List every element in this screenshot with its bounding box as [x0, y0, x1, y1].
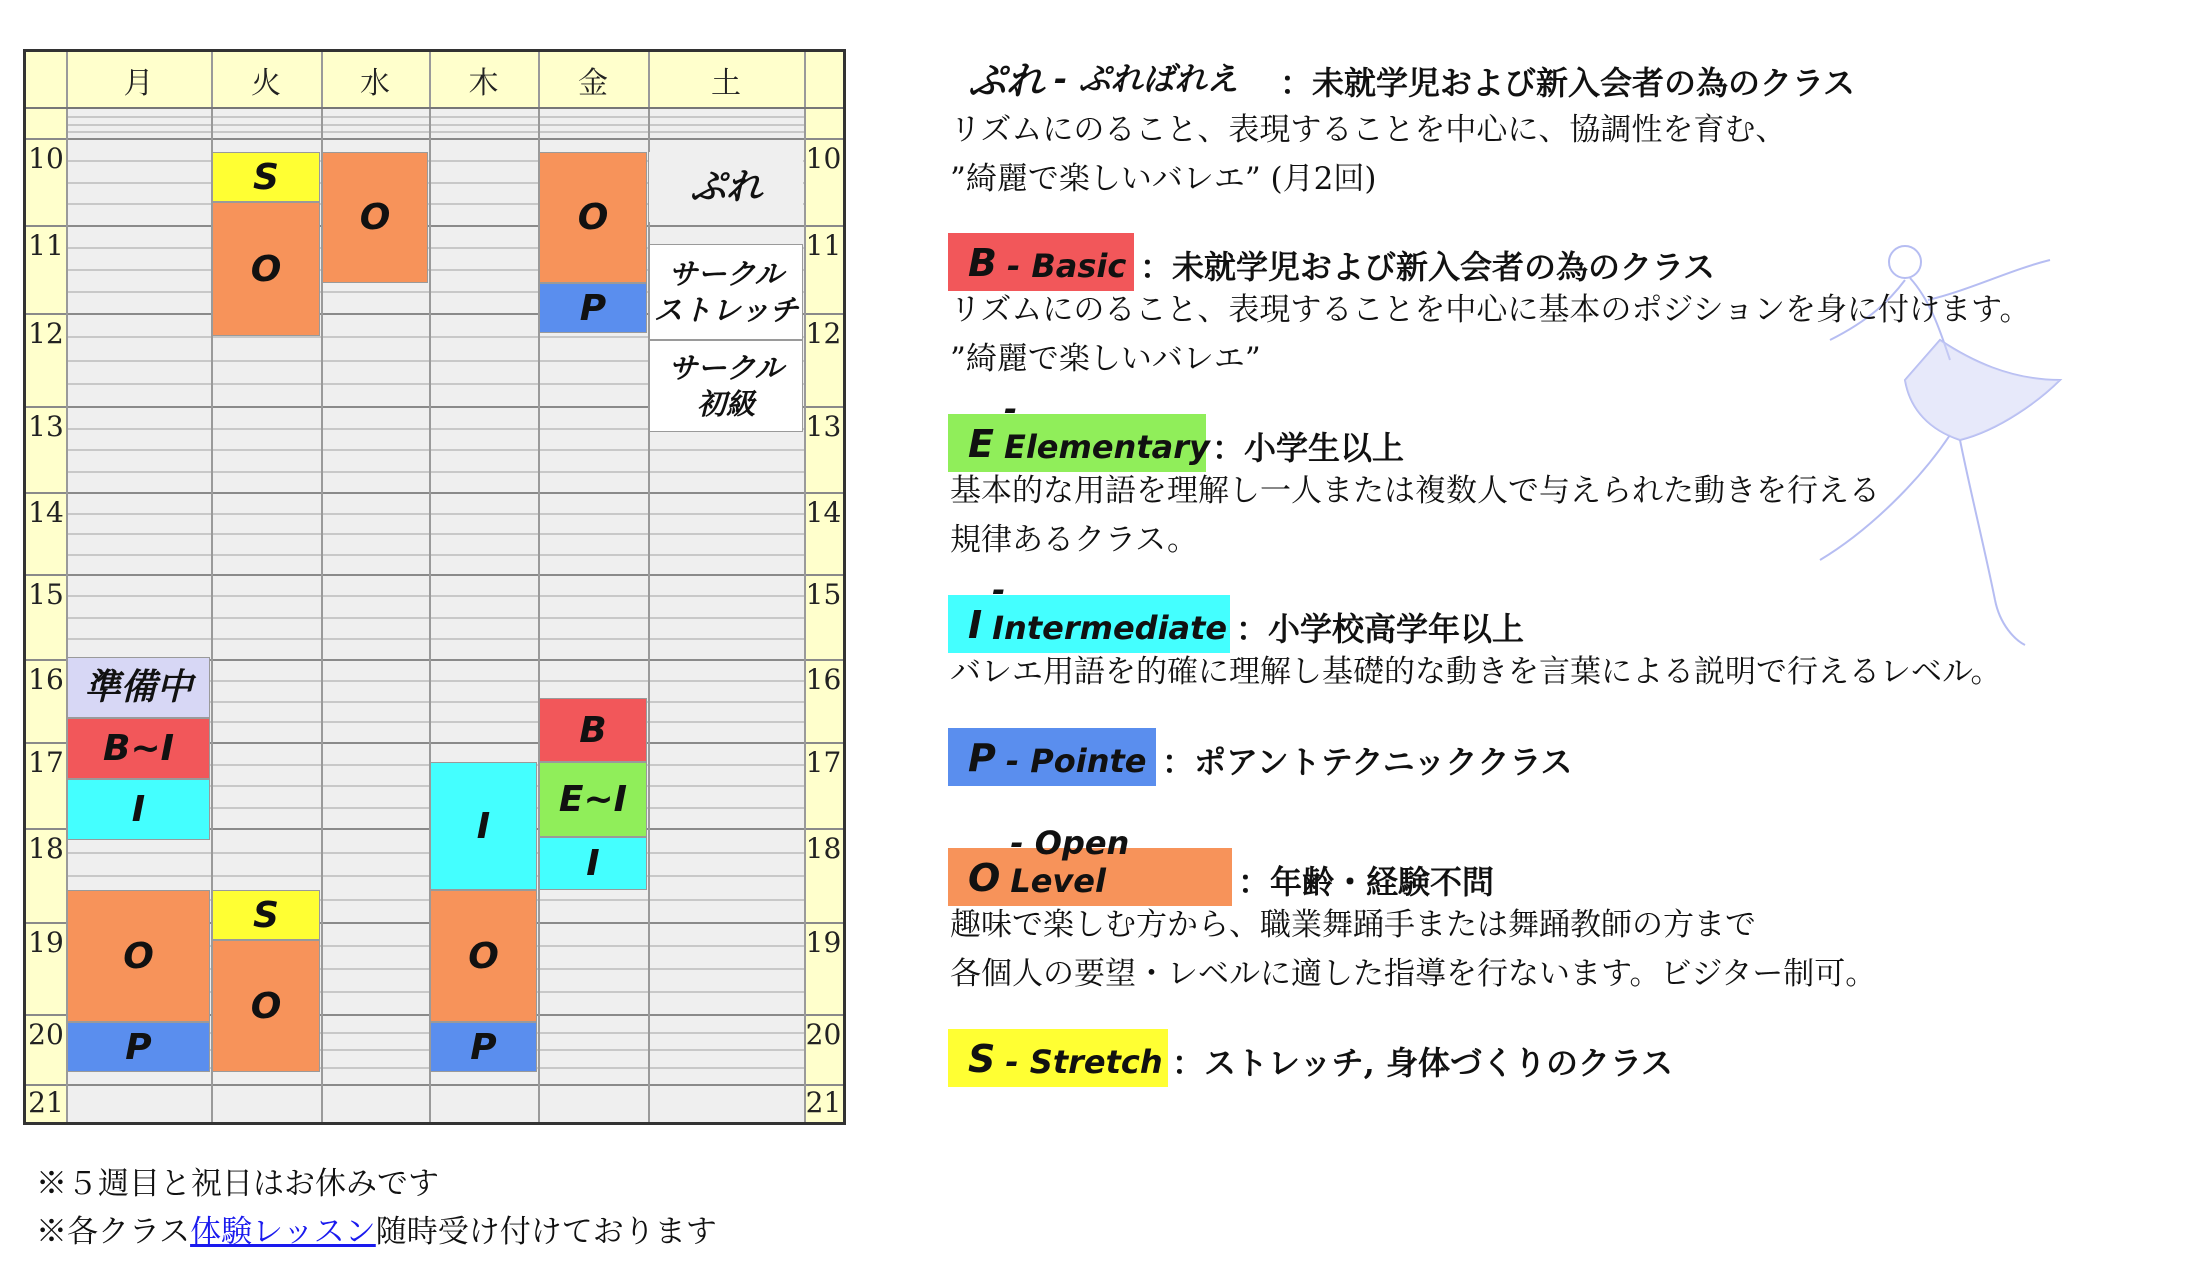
class-block-intermediate: I — [430, 762, 537, 890]
legend-open-name: - Open Level — [1010, 824, 1130, 900]
grid-hline — [66, 124, 804, 126]
note-trial-prefix: ※各クラス — [36, 1214, 191, 1250]
hour-label-left: 19 — [28, 925, 64, 959]
legend-open-desc: ：年齢・経験不問 — [1238, 863, 1495, 901]
legend-basic-letter: B — [968, 241, 997, 285]
legend-pure-line2: ”綺麗で楽しいバレエ” (月2回) — [950, 161, 1377, 197]
hour-label-left: 20 — [28, 1017, 64, 1051]
hour-label-left: 18 — [28, 831, 64, 865]
legend-stretch-badge — [948, 1029, 1168, 1087]
legend-stretch-letter: S — [968, 1037, 996, 1081]
legend-pointe-letter: P — [968, 736, 996, 780]
hour-label-right: 21 — [805, 1085, 842, 1119]
class-block-intermediate: I — [539, 837, 647, 890]
grid-hour-line — [26, 225, 843, 227]
grid-hline — [66, 513, 804, 515]
hour-label-left: 16 — [28, 662, 64, 696]
hour-label-right: 17 — [805, 745, 842, 779]
legend-open-line1: 趣味で楽しむ方から、職業舞踊手または舞踊教師の方まで — [950, 907, 1756, 943]
legend-basic-name: - Basic — [1006, 247, 1127, 285]
grid-hline — [66, 533, 804, 535]
class-block-pointe: P — [539, 283, 647, 333]
hour-label-right: 11 — [805, 228, 842, 262]
legend-elementary-letter: E — [968, 422, 994, 466]
legend-intermediate-desc: ：小学校高学年以上 — [1236, 610, 1525, 648]
class-block-stretch: S — [212, 152, 320, 202]
class-block-basic: B — [539, 698, 647, 762]
grid-hline — [66, 131, 804, 133]
legend-stretch-desc: ：ストレッチ, 身体づくりのクラス — [1172, 1044, 1674, 1082]
hour-label-right: 16 — [805, 662, 842, 696]
grid-hour-line — [26, 492, 843, 494]
class-block-circle-beginner — [649, 340, 803, 432]
legend-elementary-badge — [948, 390, 1210, 472]
grid-hour-line — [26, 574, 843, 576]
trial-lesson-link[interactable]: 体験レッスン — [190, 1214, 376, 1250]
legend-pure-title-main: ぷれ — [968, 58, 1045, 103]
class-block-stretch: S — [212, 890, 320, 940]
hour-label-left: 17 — [28, 745, 64, 779]
hour-label-left: 13 — [28, 409, 64, 443]
hour-label-left: 21 — [28, 1085, 64, 1119]
hour-label-left: 14 — [28, 495, 64, 529]
legend-pure-title-sub: - ぷればれえ — [1054, 60, 1239, 98]
grid-hline — [66, 116, 804, 118]
legend-pure-title — [968, 52, 1238, 102]
hour-label-left: 11 — [28, 228, 64, 262]
circle-beginner-line2: 初級 — [696, 387, 755, 421]
legend-elementary-line1: 基本的な用語を理解し一人または複数人で与えられた動きを行える — [950, 473, 1880, 509]
legend-pure-line1: リズムにのること、表現することを中心に、協調性を育む、 — [950, 112, 1787, 148]
class-block-circle-stretch — [649, 244, 803, 340]
legend-pointe-desc: ：ポアントテクニッククラス — [1162, 743, 1573, 781]
class-block-open: O — [212, 940, 320, 1072]
class-block-open: O — [212, 202, 320, 336]
class-block-basic-intermediate: B~I — [67, 718, 210, 779]
class-block-pointe: P — [430, 1022, 537, 1072]
legend-basic-desc: ：未就学児および新入会者の為のクラス — [1140, 248, 1716, 286]
grid-hline — [66, 554, 804, 556]
legend-open-letter: O — [968, 856, 1001, 900]
legend-intermediate-badge — [948, 571, 1230, 653]
day-header-wed: 水 — [360, 65, 390, 101]
grid-hline — [66, 471, 804, 473]
header-divider — [26, 107, 843, 109]
grid-hline — [66, 617, 804, 619]
note-holidays: ※５週目と祝日はお休みです — [36, 1166, 439, 1202]
class-block-open: O — [539, 152, 647, 283]
hour-label-right: 19 — [805, 925, 842, 959]
class-block-open: O — [430, 890, 537, 1022]
day-header-fri: 金 — [578, 65, 608, 101]
day-header-sat: 土 — [711, 65, 741, 101]
grid-hline — [66, 449, 804, 451]
grid-hour-line — [26, 1084, 843, 1086]
circle-beginner-line1: サークル — [668, 350, 784, 385]
legend-pointe-name: - Pointe — [1005, 742, 1147, 780]
hour-label-right: 15 — [805, 577, 842, 611]
legend-elementary-line2: 規律あるクラス。 — [950, 522, 1198, 558]
class-block-open: O — [322, 152, 428, 283]
legend-intermediate-letter: I — [968, 603, 983, 647]
legend-basic-badge — [948, 233, 1134, 291]
legend-pointe-badge — [948, 728, 1156, 786]
hour-label-right: 10 — [805, 141, 842, 175]
day-header-thu: 木 — [468, 65, 499, 101]
legend-stretch-name: - Stretch — [1005, 1043, 1163, 1081]
hour-label-left: 15 — [28, 577, 64, 611]
legend-basic-line1: リズムにのること、表現することを中心に基本のポジションを身に付けます。 — [950, 292, 2031, 328]
legend-basic-line2: ”綺麗で楽しいバレエ” — [950, 341, 1261, 377]
circle-stretch-line2: ストレッチ — [653, 293, 799, 327]
hour-label-right: 18 — [805, 831, 842, 865]
legend-pure-desc: ：未就学児および新入会者の為のクラス — [1280, 64, 1856, 102]
hour-label-left: 12 — [28, 316, 64, 350]
class-block-intermediate: I — [67, 779, 210, 840]
hour-label-right: 14 — [805, 495, 842, 529]
class-block-pointe: P — [67, 1022, 210, 1072]
class-block-pure: ぷれ — [649, 152, 803, 222]
hour-label-left: 10 — [28, 141, 64, 175]
class-block-open: O — [67, 890, 210, 1022]
legend-intermediate-name: - Intermediate — [992, 571, 1228, 647]
note-trial-lesson — [36, 1206, 717, 1251]
grid-hline — [66, 595, 804, 597]
circle-stretch-line1: サークル — [668, 256, 784, 291]
legend-elementary-desc: ：小学生以上 — [1212, 429, 1405, 467]
legend-elementary-name: - Elementary — [1003, 390, 1210, 466]
hour-label-right: 20 — [805, 1017, 842, 1051]
hour-label-right: 12 — [805, 316, 842, 350]
grid-hline — [66, 638, 804, 640]
legend-intermediate-line1: バレエ用語を的確に理解し基礎的な動きを言葉による説明で行えるレベル。 — [950, 654, 2002, 690]
legend-open-badge — [948, 824, 1232, 906]
note-trial-suffix: 随時受け付けております — [375, 1214, 717, 1250]
timetable — [23, 49, 846, 1125]
class-block-elementary-intermediate: E~I — [539, 762, 647, 837]
grid-hour-line — [26, 138, 843, 140]
day-header-mon: 月 — [123, 65, 154, 101]
hour-label-right: 13 — [805, 409, 842, 443]
day-header-tue: 火 — [251, 65, 281, 101]
class-block-preparing: 準備中 — [67, 657, 210, 718]
legend-open-line2: 各個人の要望・レベルに適した指導を行ないます。ビジター制可。 — [950, 956, 1877, 992]
